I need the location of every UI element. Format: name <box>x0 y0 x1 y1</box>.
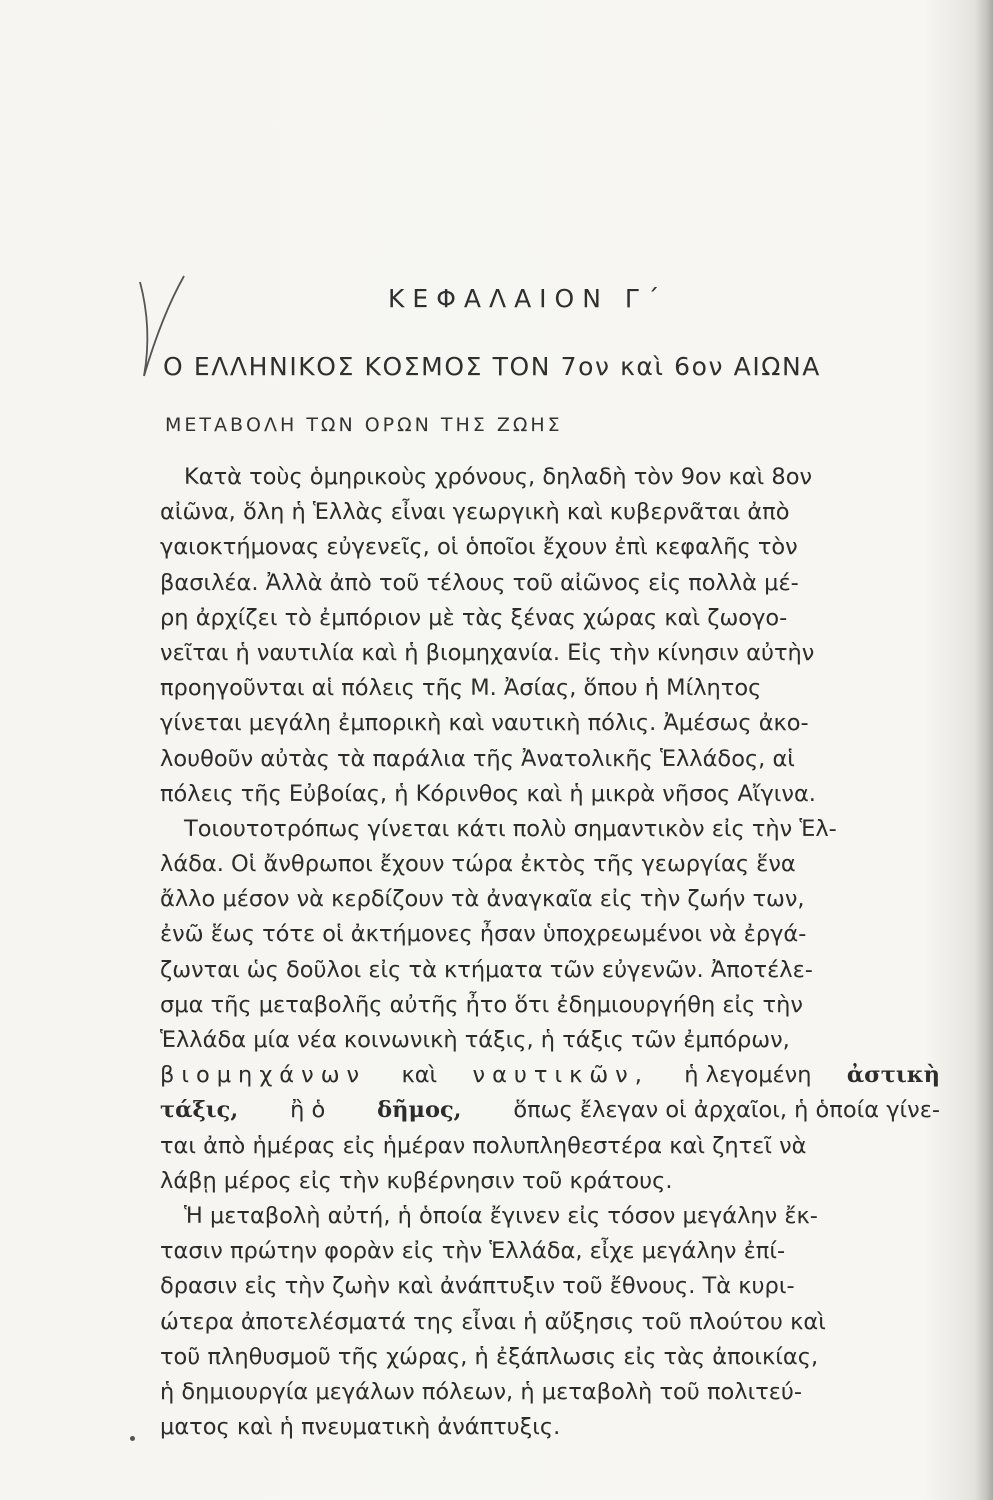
body-text <box>160 460 940 1445</box>
bold-term: ἀστικὴ <box>846 1062 940 1089</box>
ink-dot <box>130 1436 135 1441</box>
text-span: ὅπως ἔλεγαν οἱ ἀρχαῖοι, ἡ ὁποία γίνε- <box>513 1097 940 1124</box>
text-line: τασιν πρώτην φορὰν εἰς τὴν Ἑλλάδα, εἶχε μεγάλην ἐπί- <box>160 1238 786 1265</box>
text-line: πόλεις τῆς Εὐβοίας, ἡ Κόρινθος καὶ ἡ μικρὰ νῆσος Αἴγινα. <box>160 780 816 807</box>
text-line: Ἡ μεταβολὴ αὐτή, ἡ ὁποία ἔγινεν εἰς τόσον μεγάλην ἔκ- <box>184 1202 818 1229</box>
page-edge-shadow <box>975 0 993 1500</box>
text-line: ἡ δημιουργία μεγάλων πόλεων, ἡ μεταβολὴ τοῦ πολιτεύ- <box>160 1378 803 1405</box>
text-line: ματος καὶ ἡ πνευματικὴ ἀνάπτυξις. <box>160 1414 561 1441</box>
text-span: ἡ λεγομένη <box>684 1062 812 1089</box>
text-line: ἐνῶ ἕως τότε οἱ ἀκτήμονες ἦσαν ὑποχρεωμένοι νὰ ἐργά- <box>160 921 807 948</box>
text-line-mixed <box>160 1093 940 1128</box>
text-line: ζωνται ὡς δοῦλοι εἰς τὰ κτήματα τῶν εὐγενῶν. Ἀποτέλε- <box>160 956 813 983</box>
text-line: νεῖται ἡ ναυτιλία καὶ ἡ βιομηχανία. Εἰς τὴν κίνησιν αὐτὴν <box>160 639 815 666</box>
bold-term: τάξις, <box>160 1097 239 1124</box>
text-line: αἰῶνα, ὅλη ἡ Ἑλλὰς εἶναι γεωργικὴ καὶ κυβερνᾶται ἀπὸ <box>160 499 790 526</box>
text-line: ώτερα ἀποτελέσματά της εἶναι ἡ αὔξησις τοῦ πλούτου καὶ <box>160 1308 826 1335</box>
text-line: Κατὰ τοὺς ὁμηρικοὺς χρόνους, δηλαδὴ τὸν 9ον καὶ 8ον <box>184 464 813 490</box>
text-line: προηγοῦνται αἱ πόλεις τῆς Μ. Ἀσίας, ὅπου ἡ Μίλητος <box>160 675 762 702</box>
chapter-title: Ο ΕΛΛΗΝΙΚΟΣ ΚΟΣΜΟΣ ΤΟΝ 7ον καὶ 6ον ΑΙΩΝΑ <box>163 352 821 381</box>
text-line: γαιοκτήμονας εὐγενεῖς, οἱ ὁποῖοι ἔχουν ἐπὶ κεφαλῆς τὸν <box>160 534 798 561</box>
spaced-word: ναυτικῶν, <box>472 1062 649 1089</box>
spaced-word: βιομηχάνων <box>160 1062 367 1089</box>
text-line: λάδα. Οἱ ἄνθρωποι ἔχουν τώρα ἐκτὸς τῆς γεωργίας ἕνα <box>160 851 796 878</box>
text-line: ται ἀπὸ ἡμέρας εἰς ἡμέραν πολυπληθεστέρα καὶ ζητεῖ νὰ <box>160 1132 807 1159</box>
text-line: λουθοῦν αὐτὰς τὰ παράλια τῆς Ἀνατολικῆς Ἑλλάδος, αἱ <box>160 745 795 772</box>
text-line: λάβῃ μέρος εἰς τὴν κυβέρνησιν τοῦ κράτους. <box>160 1167 673 1194</box>
text-line: Τοιουτοτρόπως γίνεται κάτι πολὺ σημαντικὸν εἰς τὴν Ἑλ- <box>184 815 837 842</box>
text-line: ρη ἀρχίζει τὸ ἐμπόριον μὲ τὰς ξένας χώρας καὶ ζωογο- <box>160 604 788 631</box>
text-line: τοῦ πληθυσμοῦ τῆς χώρας, ἡ ἐξάπλωσις εἰς τὰς ἀποικίας, <box>160 1343 819 1370</box>
text-line: Ἑλλάδα μία νέα κοινωνικὴ τάξις, ἡ τάξις τῶν ἐμπόρων, <box>160 1027 790 1053</box>
chapter-heading: ΚΕΦΑΛΑΙΟΝ Γ΄ <box>388 284 668 313</box>
text-line-spaced <box>160 1058 940 1093</box>
text-line: βασιλέα. Ἀλλὰ ἀπὸ τοῦ τέλους τοῦ αἰῶνος εἰς πολλὰ μέ- <box>160 569 799 596</box>
text-line: γίνεται μεγάλη ἐμπορικὴ καὶ ναυτικὴ πόλις. Ἀμέσως ἀκο- <box>160 710 809 737</box>
text-line: δρασιν εἰς τὴν ζωὴν καὶ ἀνάπτυξιν τοῦ ἔθνους. Τὰ κυρι- <box>160 1273 795 1300</box>
text-span: ἢ ὁ <box>290 1097 326 1124</box>
text-span: καὶ <box>401 1062 438 1089</box>
text-line: ἄλλο μέσον νὰ κερδίζουν τὰ ἀναγκαῖα εἰς τὴν ζωήν των, <box>160 886 805 913</box>
section-title: ΜΕΤΑΒΟΛΗ ΤΩΝ ΟΡΩΝ ΤΗΣ ΖΩΗΣ <box>165 414 563 436</box>
bold-term: δῆμος, <box>377 1097 462 1124</box>
text-line: σμα τῆς μεταβολῆς αὐτῆς ἦτο ὅτι ἐδημιουργήθη εἰς τὴν <box>160 991 803 1018</box>
